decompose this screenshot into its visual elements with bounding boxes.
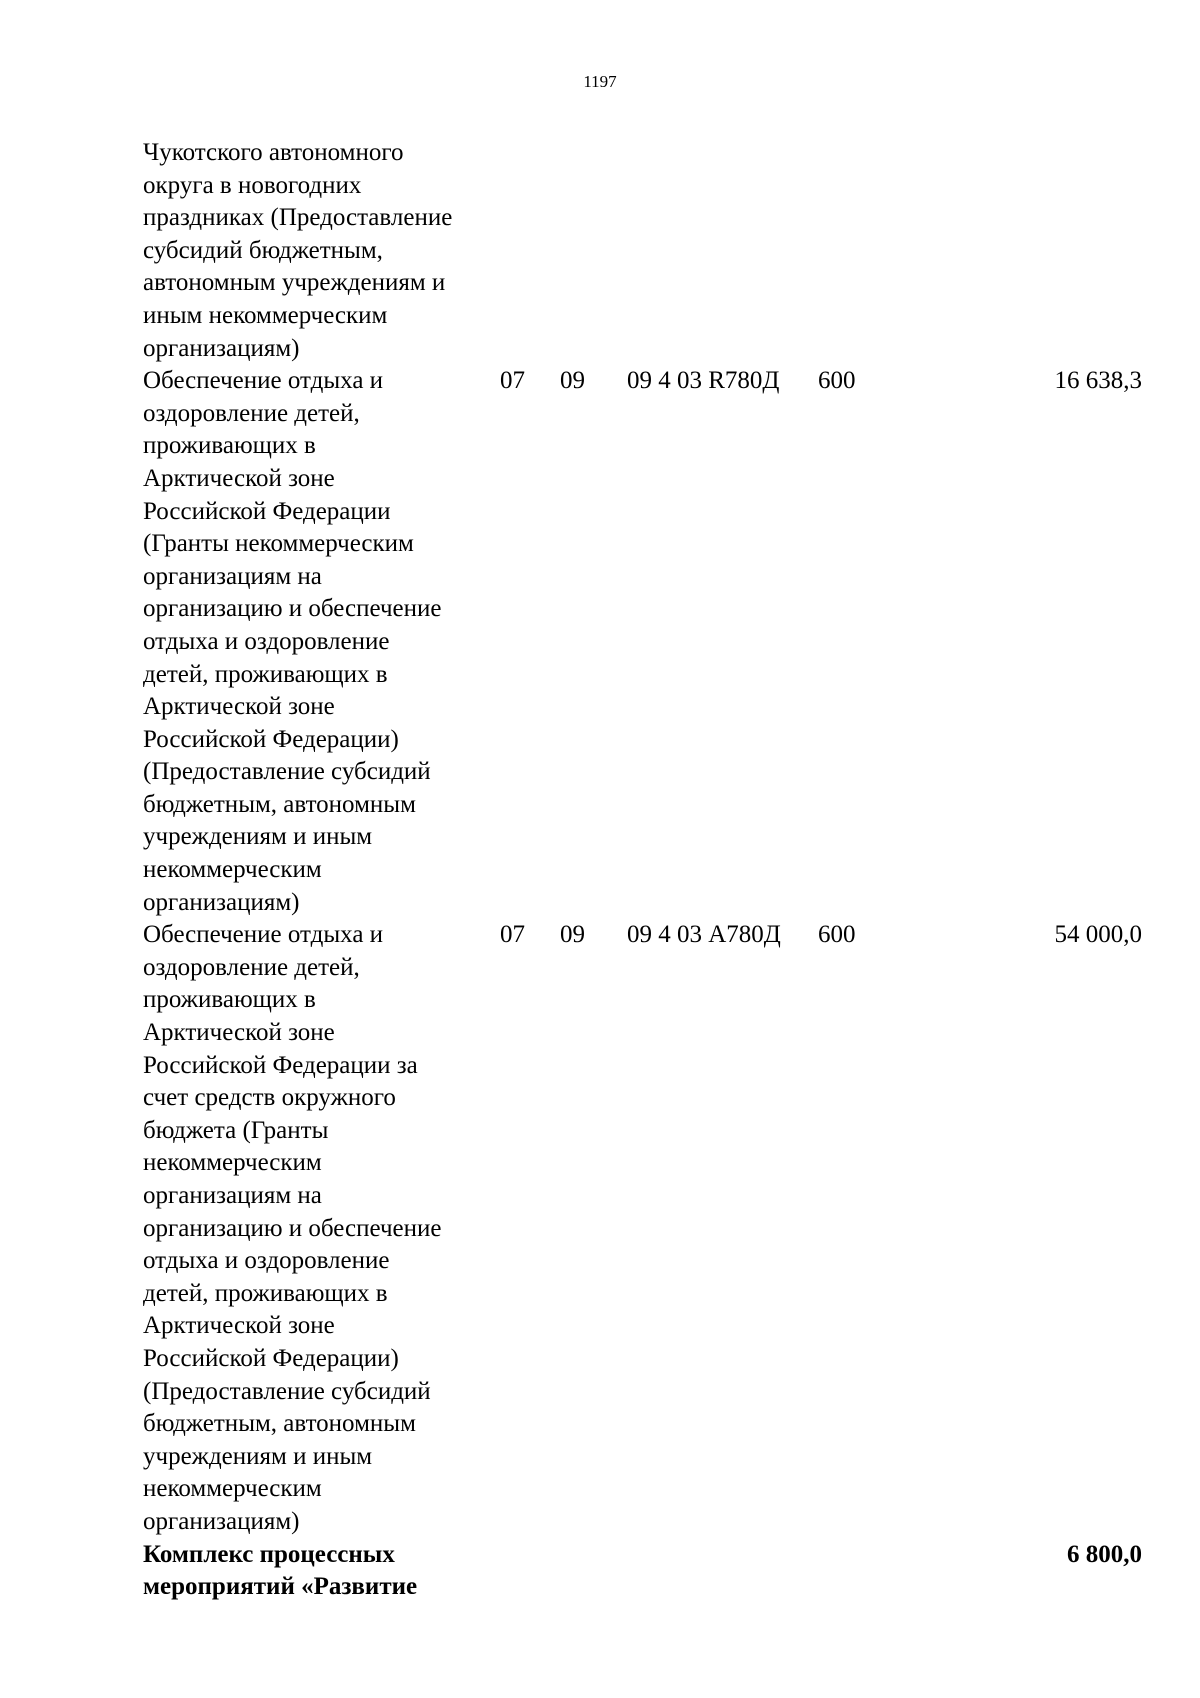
row-name-line: Комплекс процессных [143,1540,395,1568]
expense-type-code: 600 [818,367,856,395]
row-name-line: Обеспечение отдыха и [143,921,384,949]
row-name-line: учреждениям и иным [143,1442,373,1470]
amount: 54 000,0 [1054,921,1142,949]
row-name-line: организациям на [143,1182,322,1209]
row-name-line: детей, проживающих в [143,660,388,688]
row-name-line: Арктической зоне [143,1019,335,1047]
table-row [0,365,1200,919]
row-name-line: проживающих в [143,432,316,460]
row-name-line: отдыха и оздоровление [143,627,390,655]
row-name-line: бюджета (Гранты [143,1116,329,1144]
amount: 16 638,3 [1054,367,1142,395]
row-name-line: бюджетным, автономным [143,1410,416,1438]
row-name [143,919,503,1538]
expense-type-code: 600 [818,921,856,949]
row-name-line: детей, проживающих в [143,1279,388,1307]
row-name-line: мероприятий «Развитие [143,1573,418,1601]
row-name-line: субсидий бюджетным, [143,236,383,264]
row-name-line: некоммерческим [143,1149,322,1177]
row-name-line: оздоровление детей, [143,953,360,981]
row-name-line: учреждениям и иным [143,823,373,851]
row-name-line: иным некоммерческим [143,301,388,329]
row-name-line: некоммерческим [143,856,322,884]
row-name-line: организацию и обеспечение [143,595,442,623]
row-name-line: организацию и обеспечение [143,1214,442,1242]
row-name-line: Российской Федерации [143,497,391,525]
table-row [0,919,1200,1538]
subsection-code: 09 [560,367,585,395]
page-number: 1197 [583,72,617,91]
amount: 6 800,0 [1067,1540,1142,1568]
row-name-line: организациям) [143,1507,300,1535]
row-name-line: оздоровление детей, [143,399,360,427]
row-name-line: автономным учреждениям и [143,269,446,297]
subsection-code: 09 [560,921,585,949]
row-name-line: Российской Федерации за [143,1051,418,1079]
row-name-line: Арктической зоне [143,464,335,492]
row-name-line: Российской Федерации) [143,1344,399,1372]
row-name-line: Арктической зоне [143,1312,335,1340]
row-name-line: бюджетным, автономным [143,790,416,818]
row-name [143,1539,503,1604]
table-row [0,1539,1200,1604]
row-name-line: организациям) [143,334,300,362]
row-name [143,137,503,365]
row-name [143,365,503,919]
row-name-line: Российской Федерации) [143,725,399,753]
table-row [0,137,1200,365]
row-name-line: счет средств окружного [143,1084,396,1112]
row-name-line: Обеспечение отдыха и [143,367,384,395]
target-article-code: 09 4 03 R780Д [627,367,780,395]
target-article-code: 09 4 03 А780Д [627,921,781,949]
row-name-line: (Гранты некоммерческим [143,530,414,558]
row-name-line: проживающих в [143,986,316,1014]
row-name-line: отдыха и оздоровление [143,1247,390,1275]
row-name-line: некоммерческим [143,1475,322,1503]
row-name-line: (Предоставление субсидий [143,758,431,786]
row-name-line: Арктической зоне [143,693,335,721]
row-name-line: (Предоставление субсидий [143,1377,431,1405]
row-name-line: Чукотского автономного [143,139,404,166]
row-name-line: организациям на [143,562,322,590]
section-code: 07 [500,921,525,949]
row-name-line: организациям) [143,888,300,916]
budget-table [0,137,1200,1604]
row-name-line: праздниках (Предоставление [143,204,453,232]
section-code: 07 [500,367,525,395]
row-name-line: округа в новогодних [143,171,362,199]
